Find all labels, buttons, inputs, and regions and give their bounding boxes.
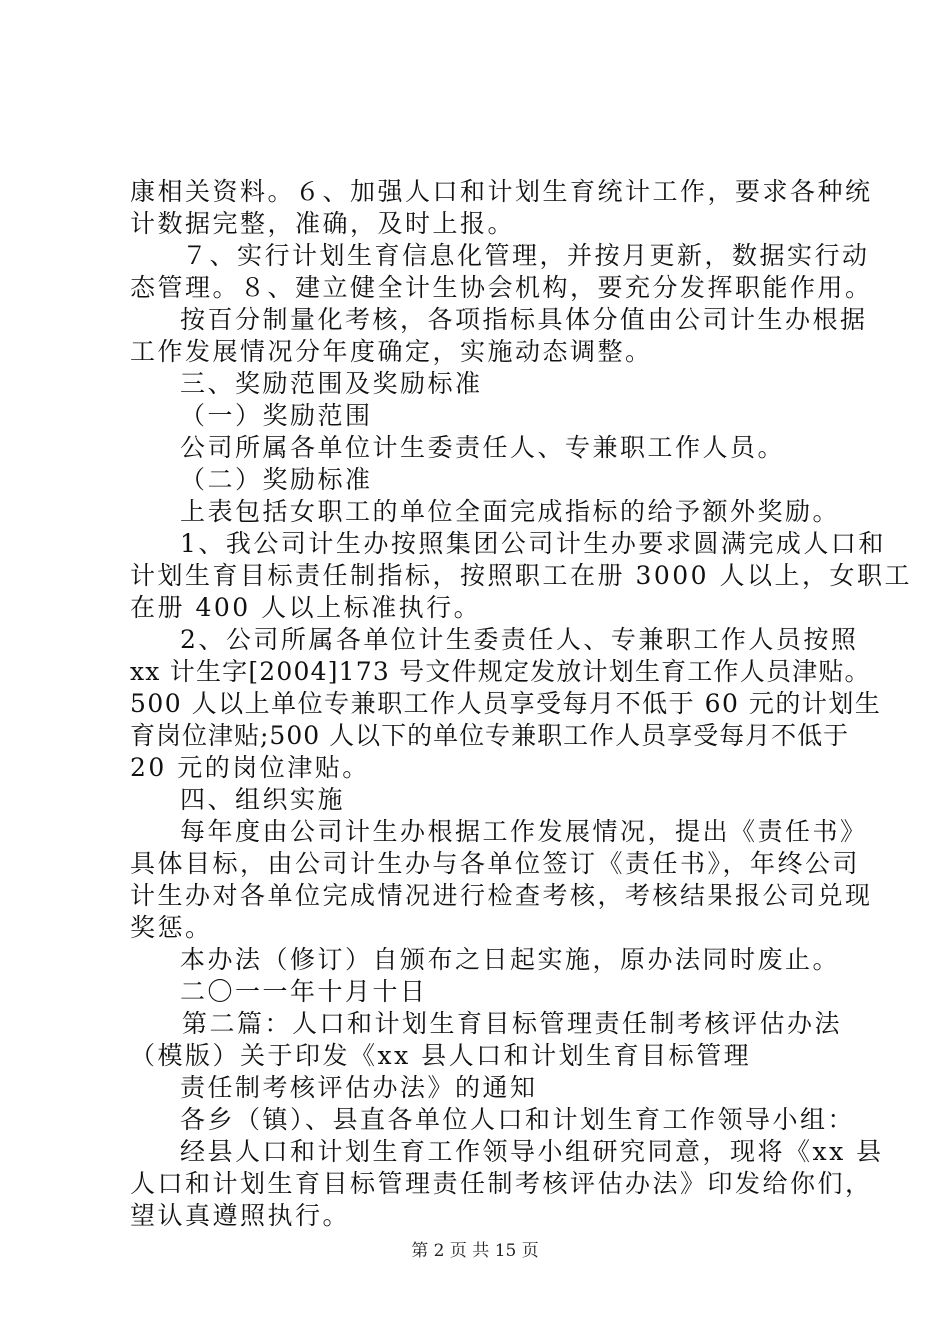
text-line-25: 本办法（修订）自颁布之日起实施，原办法同时废止。	[180, 945, 841, 974]
text-line-32: 人口和计划生育目标管理责任制考核评估办法》印发给你们，	[130, 1169, 873, 1198]
subheading-2: （二）奖励标准	[180, 465, 373, 494]
text-line-22: 具体目标，由公司计生办与各单位签订《责任书》，年终公司	[130, 849, 861, 878]
text-line-19: 20 元的岗位津贴。	[130, 753, 370, 782]
text-line-1: 康相关资料。６、加强人口和计划生育统计工作，要求各种统	[130, 177, 873, 206]
text-line-3: ７、实行计划生育信息化管理，并按月更新，数据实行动	[182, 241, 870, 270]
text-line-16: xx 计生字[2004]173 号文件规定发放计划生育工作人员津贴。	[130, 657, 871, 686]
text-line-11: 上表包括女职工的单位全面完成指标的给予额外奖励。	[180, 497, 841, 526]
date-line: 二〇一一年十月十日	[180, 977, 428, 1006]
chapter-heading: 第二篇：人口和计划生育目标管理责任制考核评估办法	[182, 1009, 843, 1038]
text-line-31: 经县人口和计划生育工作领导小组研究同意，现将《xx 县	[180, 1137, 884, 1166]
section-heading-3: 三、奖励范围及奖励标准	[180, 369, 483, 398]
text-line-21: 每年度由公司计生办根据工作发展情况，提出《责任书》	[180, 817, 868, 846]
page-number-footer: 第 2 页 共 15 页	[411, 1241, 539, 1261]
text-line-33: 望认真遵照执行。	[130, 1201, 351, 1230]
text-line-29: 责任制考核评估办法》的通知	[180, 1073, 538, 1102]
text-line-30: 各乡（镇）、县直各单位人口和计划生育工作领导小组：	[180, 1105, 856, 1134]
subheading-1: （一）奖励范围	[180, 401, 373, 430]
text-line-9: 公司所属各单位计生委责任人、专兼职工作人员。	[180, 433, 786, 462]
text-line-12: 1、我公司计生办按照集团公司计生办要求圆满完成人口和	[180, 529, 886, 558]
section-heading-4: 四、组织实施	[180, 785, 346, 814]
text-line-17: 500 人以上单位专兼职工作人员享受每月不低于 60 元的计划生	[130, 689, 882, 718]
text-line-6: 工作发展情况分年度确定，实施动态调整。	[130, 337, 653, 366]
text-line-13: 计划生育目标责任制指标，按照职工在册 3000 人以上，女职工	[130, 561, 913, 590]
text-line-15: 2、公司所属各单位计生委责任人、专兼职工作人员按照	[180, 625, 859, 654]
text-line-23: 计生办对各单位完成情况进行检查考核，考核结果报公司兑现	[130, 881, 873, 910]
text-line-28: （模版）关于印发《xx 县人口和计划生育目标管理	[130, 1041, 752, 1070]
text-line-2: 计数据完整，准确，及时上报。	[130, 209, 516, 238]
text-line-5: 按百分制量化考核，各项指标具体分值由公司计生办根据	[180, 305, 868, 334]
text-line-4: 态管理。８、建立健全计生协会机构，要充分发挥职能作用。	[130, 273, 873, 302]
text-line-14: 在册 400 人以上标准执行。	[130, 593, 482, 622]
text-line-24: 奖惩。	[130, 913, 213, 942]
text-line-18: 育岗位津贴;500 人以下的单位专兼职工作人员享受每月不低于	[130, 721, 850, 750]
